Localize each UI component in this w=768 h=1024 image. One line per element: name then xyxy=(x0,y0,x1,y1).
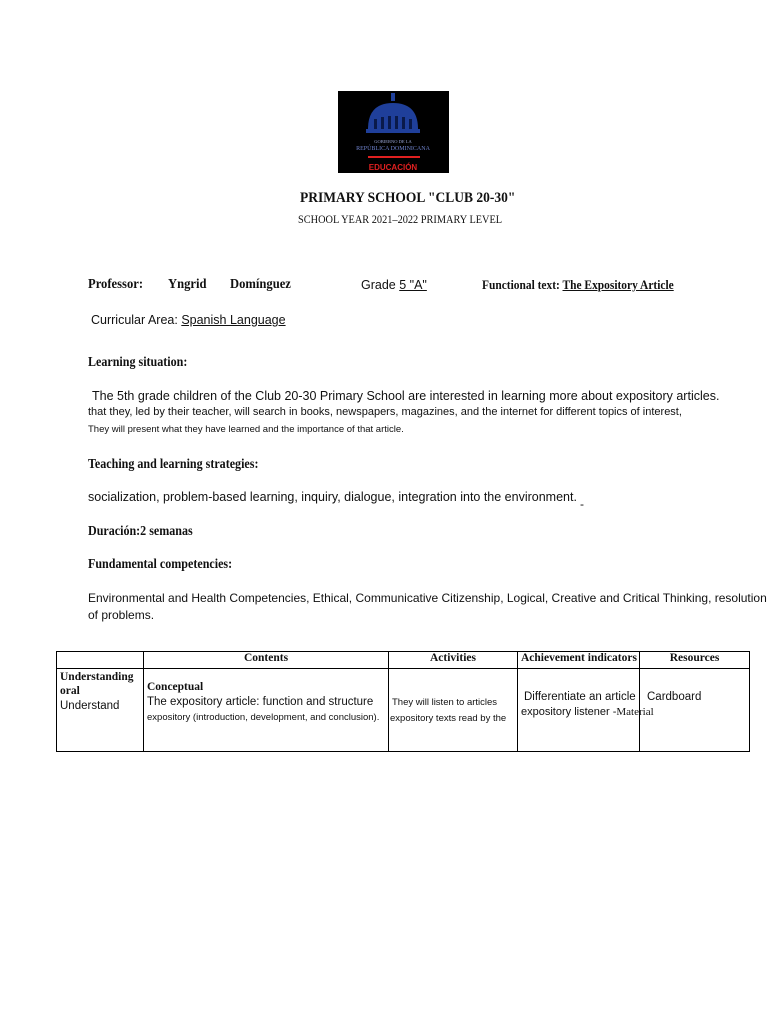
grade-value: 5 "A" xyxy=(399,278,427,292)
curricular-area-value: Spanish Language xyxy=(181,313,286,327)
functional-text-value: The Expository Article xyxy=(562,277,674,292)
contents-cell xyxy=(144,669,389,752)
curricular-area-label: Curricular Area: xyxy=(91,313,182,327)
table-header-row xyxy=(57,652,750,669)
strategies-text: socialization, problem-based learning, inquiry, dialogue, integration into the environment. xyxy=(88,490,577,504)
school-title: PRIMARY SCHOOL "CLUB 20-30" xyxy=(300,190,516,206)
professor-last-name: Domínguez xyxy=(230,277,291,292)
logo-line2: REPÚBLICA DOMINICANA xyxy=(356,146,430,152)
duration: Duración:2 semanas xyxy=(88,524,193,539)
cell-text: The expository article: function and structure xyxy=(147,696,374,708)
functional-text-label: Functional text: xyxy=(482,277,563,292)
competencies-line1: Environmental and Health Competencies, Ethical, Communicative Citizenship, Logical, Creative and Critical Thinking, resolution xyxy=(88,591,767,605)
learning-situation-line3: They will present what they have learned and the importance of that article. xyxy=(88,424,404,435)
strategies-heading: Teaching and learning strategies: xyxy=(88,457,259,472)
professor-first-name: Yngrid xyxy=(168,277,207,292)
ministry-logo xyxy=(338,91,449,173)
cell-text: Understanding xyxy=(60,671,134,683)
cell-text: They will listen to articles xyxy=(392,697,498,708)
achievement-cell xyxy=(518,669,654,752)
activities-cell xyxy=(389,669,518,752)
header-cell-resources: Resources xyxy=(640,652,750,669)
learning-situation-line1: The 5th grade children of the Club 20-30 Primary School are interested in learning more about expository articles. xyxy=(92,389,720,403)
header-cell-empty xyxy=(57,652,144,669)
learning-situation-line2: that they, led by their teacher, will search in books, newspapers, magazines, and the internet for different topics of interest, xyxy=(88,406,682,418)
header-cell-contents: Contents xyxy=(144,652,389,669)
logo-line3: EDUCACIÓN xyxy=(368,163,418,172)
planning-table xyxy=(56,651,750,752)
cell-text: expository texts read by the xyxy=(390,713,507,724)
logo-line1: GOBIERNO DE LA xyxy=(374,139,412,144)
competency-cell xyxy=(57,669,144,752)
header-cell-activities: Activities xyxy=(389,652,518,669)
cell-text: Material xyxy=(616,706,654,718)
cell-text-line xyxy=(521,705,654,720)
strategies-mark: - xyxy=(580,497,584,511)
competencies-heading: Fundamental competencies: xyxy=(88,557,233,572)
cell-text: Differentiate an article xyxy=(524,691,636,703)
learning-situation-heading: Learning situation: xyxy=(88,355,188,370)
resources-cell xyxy=(640,669,750,752)
competencies-line2: of problems. xyxy=(88,608,155,622)
cell-text: Cardboard xyxy=(647,691,702,703)
curricular-area xyxy=(91,313,286,327)
grade-label: Grade xyxy=(361,278,400,292)
cell-text: Understand xyxy=(60,700,120,712)
cell-text: expository listener - xyxy=(521,706,617,718)
cell-text: oral xyxy=(60,685,80,697)
cell-text: Conceptual xyxy=(147,681,204,693)
professor-label: Professor: xyxy=(88,277,144,292)
grade xyxy=(361,278,449,292)
table-row xyxy=(57,669,750,752)
school-year: SCHOOL YEAR 2021–2022 PRIMARY LEVEL xyxy=(298,212,503,226)
header-cell-achievement: Achievement indicators xyxy=(518,652,640,669)
functional-text xyxy=(482,277,691,293)
cell-text: expository (introduction, development, and conclusion). xyxy=(147,712,380,723)
